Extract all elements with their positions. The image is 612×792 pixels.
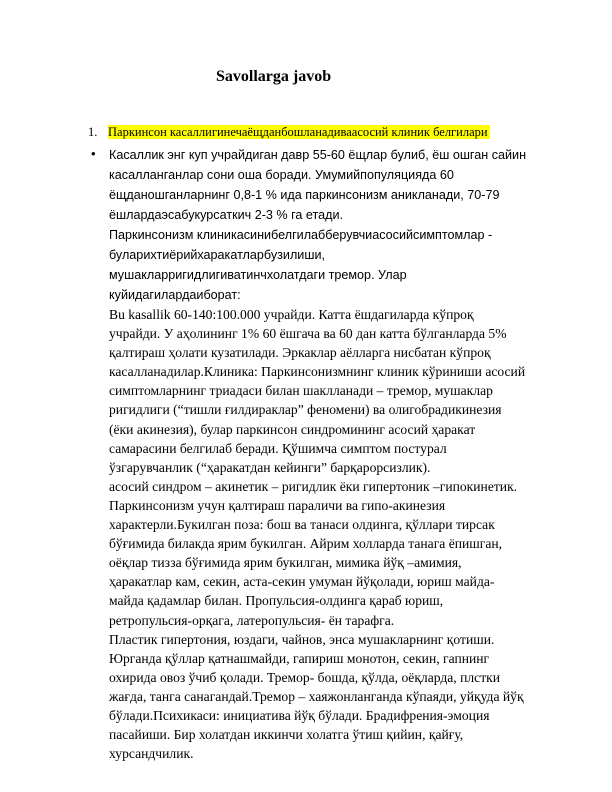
paragraph-line: куйидагилардаиборат: xyxy=(109,288,241,302)
page-title: Savollarga javob xyxy=(216,68,332,85)
paragraph-line: характерли.Букилган поза: бош ва танаси олдинга, қўллари тирсак xyxy=(109,517,495,533)
paragraph-line: бўғимида билакда ярим букилган. Айрим холларда танага ёпишган, xyxy=(109,536,503,552)
paragraph-line: Юрганда қўллар қатнашмайди, гапириш монотон, секин, гапнинг xyxy=(109,650,490,666)
paragraph-line: мушакларригидлигиватинчхолатдаги тремор. Улар xyxy=(109,268,407,282)
paragraph-line: учрайди. У аҳолининг 1% 60 ёшгача ва 60 дан катта бўлганларда 5% xyxy=(109,326,507,342)
paragraph-line: майда қадамлар билан. Пропульсия-олдинга қараб юриш, xyxy=(109,593,444,609)
paragraph-line: Касаллик энг куп учрайдиган давр 55-60 ёщлар булиб, ёш ошган сайин xyxy=(109,148,527,162)
paragraph-line: ригидлиги (“тишли ғилдираклар” феномени) ва олигобрадикинезия xyxy=(109,402,502,418)
paragraph-line: хурсандчилик. xyxy=(109,746,194,762)
paragraph-line: охирида овоз ўчиб қолади. Тремор- бошда, қўлда, оёқларда, плстки xyxy=(109,669,501,685)
paragraph-line: самарасини белгилаб беради. Қўшимча симптом постурал xyxy=(109,440,447,456)
paragraph-line: Пластик гипертония, юздаги, чайнов, энса мушакларнинг қотиши. xyxy=(109,631,495,647)
paragraph-line: симптомларнинг триадаси билан шаклланади – тремор, мушаклар xyxy=(109,383,493,399)
paragraph-line: Паркинсонизм клиникасинибелгилабберувчиасосийсимптомлар - xyxy=(109,228,493,242)
answer-body xyxy=(109,145,554,763)
paragraph-line: асосий синдром – акинетик – ригидлик ёки гипертоник –гипокинетик. xyxy=(109,478,518,494)
paragraph-line: ҳаракатлар кам, секин, аста-секин умуман йўқолади, юриш майда- xyxy=(109,574,495,590)
answer-serif-block xyxy=(109,305,554,763)
paragraph-line: ўзгарувчанлик (“ҳаракатдан кейинги” барқарорсизлик). xyxy=(109,459,431,475)
paragraph-line: бўлади.Психикаси: инициатива йўқ бўлади. Брадифрения-эмоция xyxy=(109,707,490,723)
paragraph-line: Bu kasallik 60-140:100.000 учрайди. Катта ёшдагиларда кўпроқ xyxy=(109,307,474,322)
paragraph-line: Паркинсонизм учун қалтираш параличи ва гипо-акинезия xyxy=(109,497,446,513)
paragraph-line: (ёки акинезия), булар паркинсон синдромининг асосий ҳаракат xyxy=(109,421,476,437)
paragraph-line: ёшлардаэсабукурсаткич 2-3 % га етади. xyxy=(109,208,344,222)
paragraph-line: буларихтиёрийхаракатларбузилиши, xyxy=(109,248,325,262)
paragraph-line: касалланганлар сони оша боради. Умумийпопуляцияда 60 xyxy=(109,168,454,182)
paragraph-line: ретропульсия-орқага, латеропульсия- ён тарафга. xyxy=(109,612,395,628)
question-text-highlighted: Паркинсон касаллигинечаёщданбошланадиваасосий клиник белгилари xyxy=(108,125,488,139)
answer-sans-block xyxy=(109,145,554,305)
paragraph-line: қалтираш ҳолати кузатилади. Эркаклар аёлларга нисбатан кўпроқ xyxy=(109,345,491,361)
question-heading xyxy=(88,125,490,140)
paragraph-line: касалланадилар.Клиника: Паркинсонизмнинг клиник кўриниши асосий xyxy=(109,364,526,380)
paragraph-line: ёщданошганларнинг 0,8-1 % ида паркинсонизм аникланади, 70-79 xyxy=(109,188,500,202)
paragraph-line: оёқлар тизза бўғимида ярим букилган, мимика йўқ –амимия, xyxy=(109,555,462,571)
question-number: 1. xyxy=(88,125,98,139)
paragraph-line: пасайиши. Бир холатдан иккинчи холатга ўтиш қийин, қайғу, xyxy=(109,727,464,743)
paragraph-line: жағда, танга санагандай.Тремор – хаяжонланганда кўпаяди, уйқуда йўқ xyxy=(109,688,524,704)
bullet-marker: • xyxy=(91,146,96,161)
